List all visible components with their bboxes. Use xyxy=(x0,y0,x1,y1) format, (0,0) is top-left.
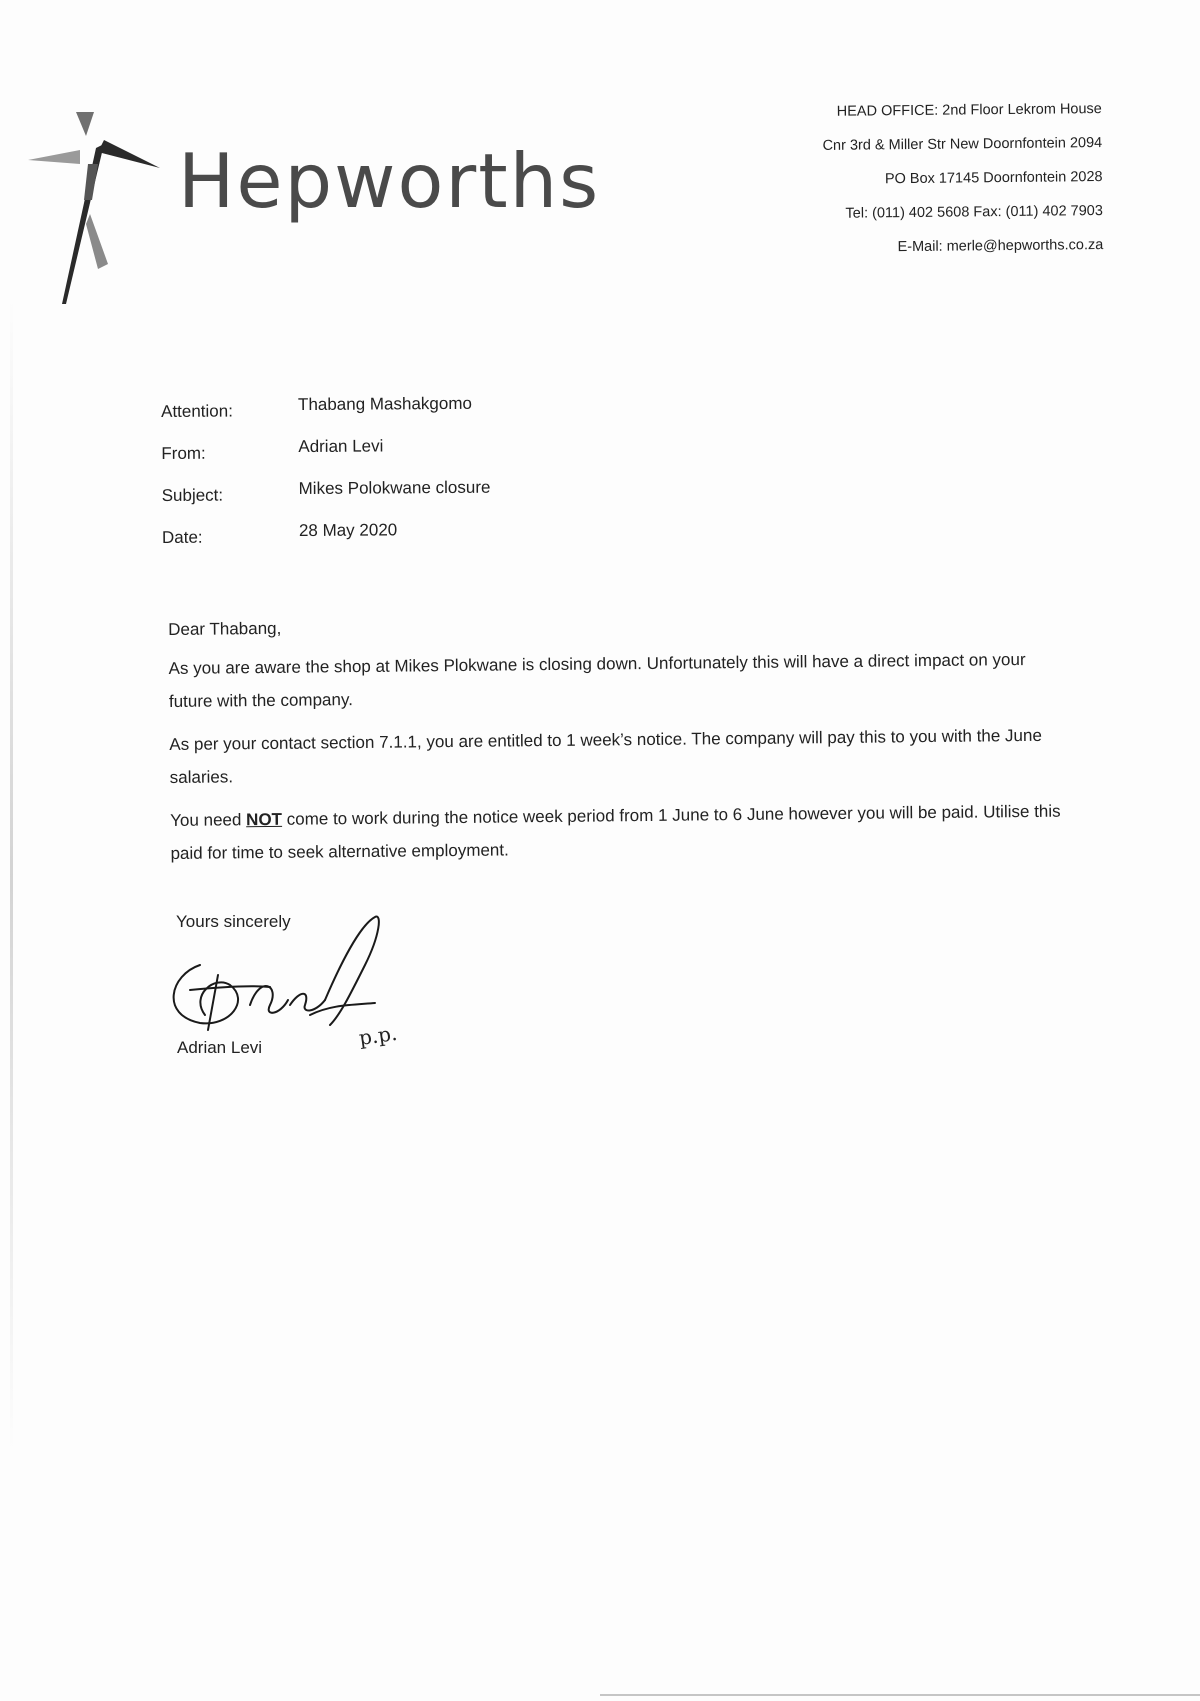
emphasis-text: NOT xyxy=(246,809,283,830)
memo-value: Adrian Levi xyxy=(298,436,384,457)
memo-value: 28 May 2020 xyxy=(298,520,398,541)
paragraph-text: come to work during the notice week period from 1 June to 6 June however you will be paid. Utilise this paid for time to seek alternative employment. xyxy=(170,801,1061,863)
memo-value: Thabang Mashakgomo xyxy=(297,393,472,415)
scan-edge xyxy=(600,1694,1200,1696)
memo-value: Mikes Polokwane closure xyxy=(298,477,491,499)
salutation: Dear Thabang, xyxy=(168,618,282,639)
letter-body xyxy=(168,604,1071,880)
closing: Yours sincerely xyxy=(176,912,291,931)
scan-edge xyxy=(10,300,13,1450)
office-line: PO Box 17145 Doornfontein 2028 xyxy=(885,168,1103,188)
memo-label: From: xyxy=(161,443,206,463)
paragraph xyxy=(170,795,1071,870)
company-logo-wordmark: Hepworths xyxy=(178,137,601,225)
company-logo xyxy=(28,104,728,334)
memo-label: Attention: xyxy=(161,401,233,421)
office-line-email: E-Mail: merle@hepworths.co.za xyxy=(897,236,1104,256)
office-line: Tel: (011) 402 5608 Fax: (011) 402 7903 xyxy=(845,202,1104,222)
signature-initials: p.p. xyxy=(357,1020,399,1050)
head-office-address xyxy=(822,92,1103,265)
office-line: HEAD OFFICE: 2nd Floor Lekrom House xyxy=(836,100,1103,120)
memo-label: Date: xyxy=(161,527,203,547)
memo-header xyxy=(161,393,491,570)
signer-name: Adrian Levi xyxy=(177,1038,263,1057)
paragraph-text: You need xyxy=(170,810,247,830)
memo-label: Subject: xyxy=(161,485,224,505)
paragraph: As you are aware the shop at Mikes Plokwane is closing down. Unfortunately this will have a direct impact on your future with the company. xyxy=(168,650,1026,711)
paragraph: As per your contact section 7.1.1, you are entitled to 1 week’s notice. The company will pay this to you with the June salaries. xyxy=(169,725,1042,787)
office-line: Cnr 3rd & Miller Str New Doornfontein 2094 xyxy=(822,134,1103,154)
